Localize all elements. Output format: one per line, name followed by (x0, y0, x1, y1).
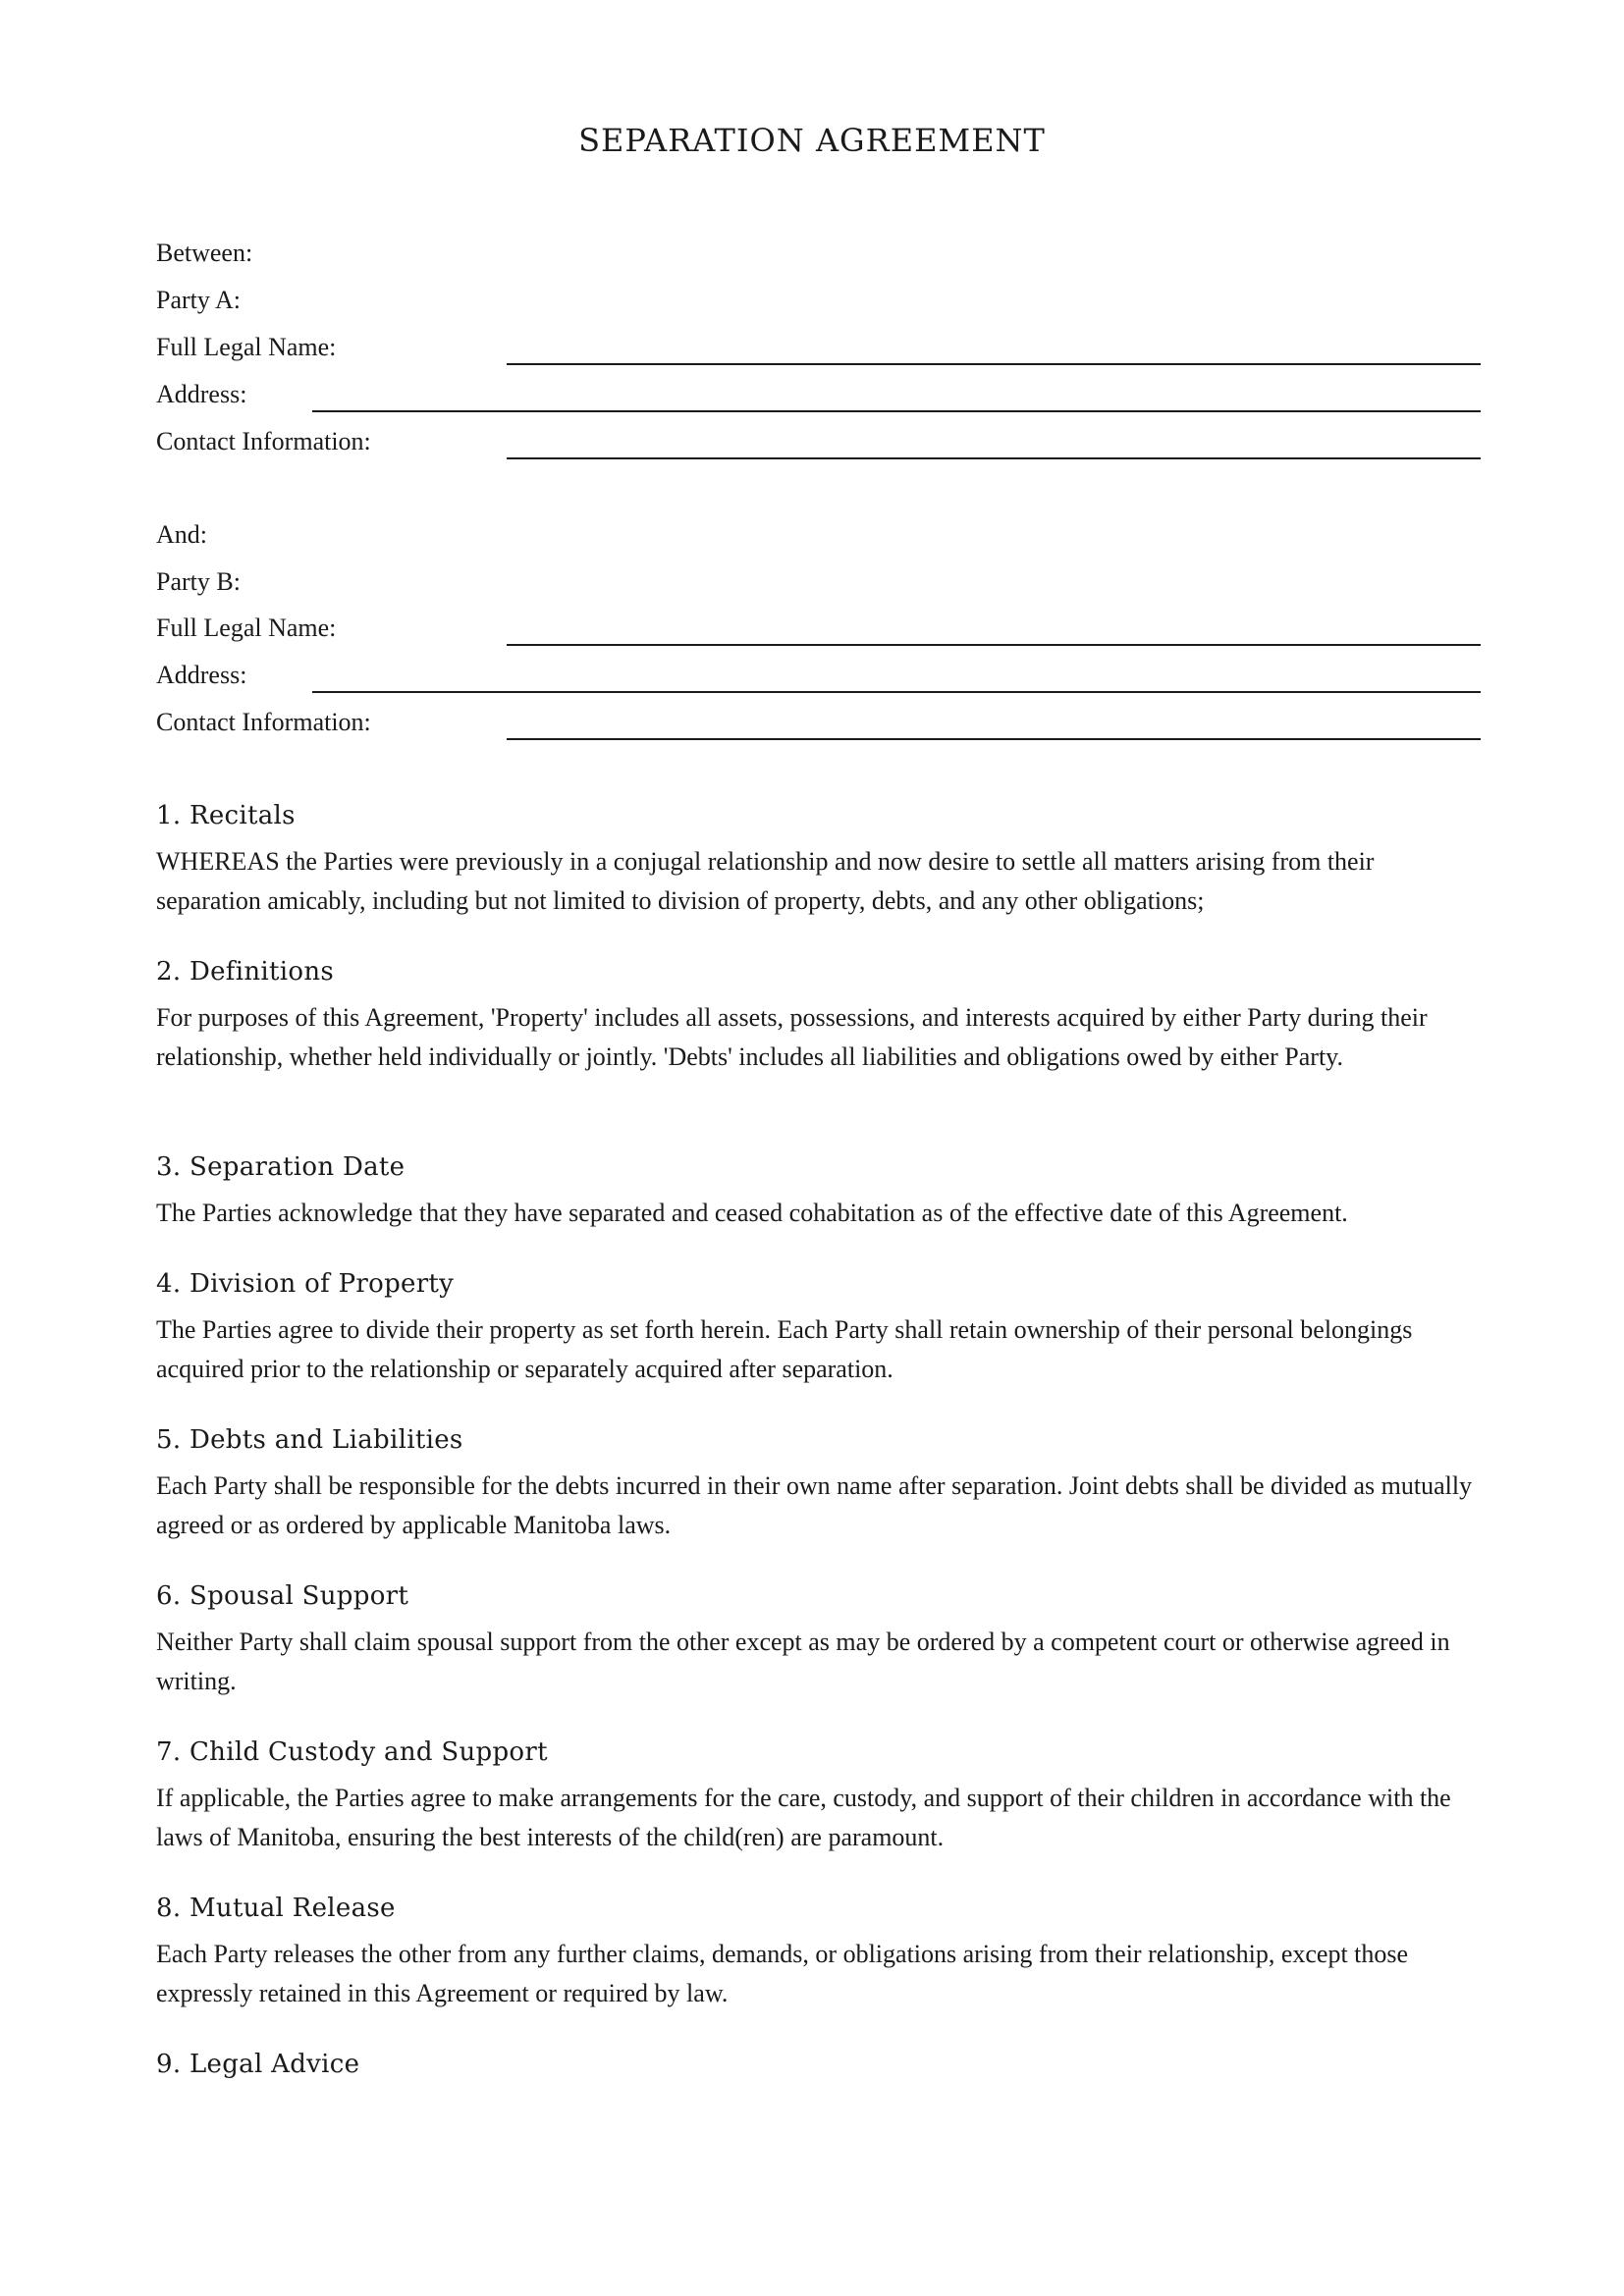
section-body-definitions: For purposes of this Agreement, 'Property' includes all assets, possessions, and interests acquired by either Party during their relationship, whether held individually or jointly. 'Debts' includes all liabilities and obligations owed by either Party. (156, 1003, 1428, 1071)
party-a-contact-label: Contact Information: (156, 427, 371, 455)
section-body-mutual-release: Each Party releases the other from any further claims, demands, or obligations arising from their relationship, except those expressly retained in this Agreement or required by law. (156, 1940, 1409, 2007)
section-heading-child-custody-and-support: 7. Child Custody and Support (156, 1737, 548, 1767)
section-heading-spousal-support: 6. Spousal Support (156, 1581, 409, 1611)
party-a-address-label: Address: (156, 380, 247, 408)
party-b-full-legal-name-label: Full Legal Name: (156, 614, 337, 642)
party-a-full-legal-name-label: Full Legal Name: (156, 333, 337, 361)
party-b-full-legal-name-field[interactable] (507, 644, 1481, 646)
and-label: And: (156, 520, 207, 549)
section-heading-debts-and-liabilities: 5. Debts and Liabilities (156, 1425, 463, 1455)
document-title: SEPARATION AGREEMENT (578, 122, 1046, 159)
between-label: Between: (156, 239, 253, 267)
section-heading-recitals: 1. Recitals (156, 801, 296, 830)
party-b-contact-label: Contact Information: (156, 708, 371, 736)
section-heading-separation-date: 3. Separation Date (156, 1152, 406, 1182)
party-b-contact-field[interactable] (507, 738, 1481, 740)
party-b-address-field[interactable] (312, 691, 1481, 693)
party-a-address-field[interactable] (312, 410, 1481, 412)
party-b-label: Party B: (156, 567, 241, 596)
section-heading-definitions: 2. Definitions (156, 957, 335, 987)
party-a-contact-field[interactable] (507, 457, 1481, 459)
section-body-separation-date: The Parties acknowledge that they have separated and ceased cohabitation as of the effective date of this Agreement. (156, 1199, 1348, 1227)
section-heading-division-of-property: 4. Division of Property (156, 1269, 455, 1299)
party-a-full-legal-name-field[interactable] (507, 363, 1481, 365)
section-body-division-of-property: The Parties agree to divide their property as set forth herein. Each Party shall retain ownership of their personal belongings acquired prior to the relationship or separately acquired after separation. (156, 1315, 1413, 1383)
section-heading-legal-advice: 9. Legal Advice (156, 2050, 360, 2079)
section-body-child-custody-and-support: If applicable, the Parties agree to make arrangements for the care, custody, and support of their children in accordance with the laws of Manitoba, ensuring the best interests of the child(ren) are paramount. (156, 1784, 1451, 1851)
section-body-spousal-support: Neither Party shall claim spousal support from the other except as may be ordered by a competent court or otherwise agreed in writing. (156, 1628, 1450, 1695)
party-a-label: Party A: (156, 286, 241, 314)
section-heading-mutual-release: 8. Mutual Release (156, 1894, 396, 1923)
section-body-recitals: WHEREAS the Parties were previously in a conjugal relationship and now desire to settle all matters arising from their separation amicably, including but not limited to division of property, debts, and any other obligations; (156, 847, 1375, 915)
party-b-address-label: Address: (156, 661, 247, 689)
section-body-debts-and-liabilities: Each Party shall be responsible for the debts incurred in their own name after separation. Joint debts shall be divided as mutually agreed or as ordered by applicable Manitoba laws. (156, 1471, 1473, 1539)
